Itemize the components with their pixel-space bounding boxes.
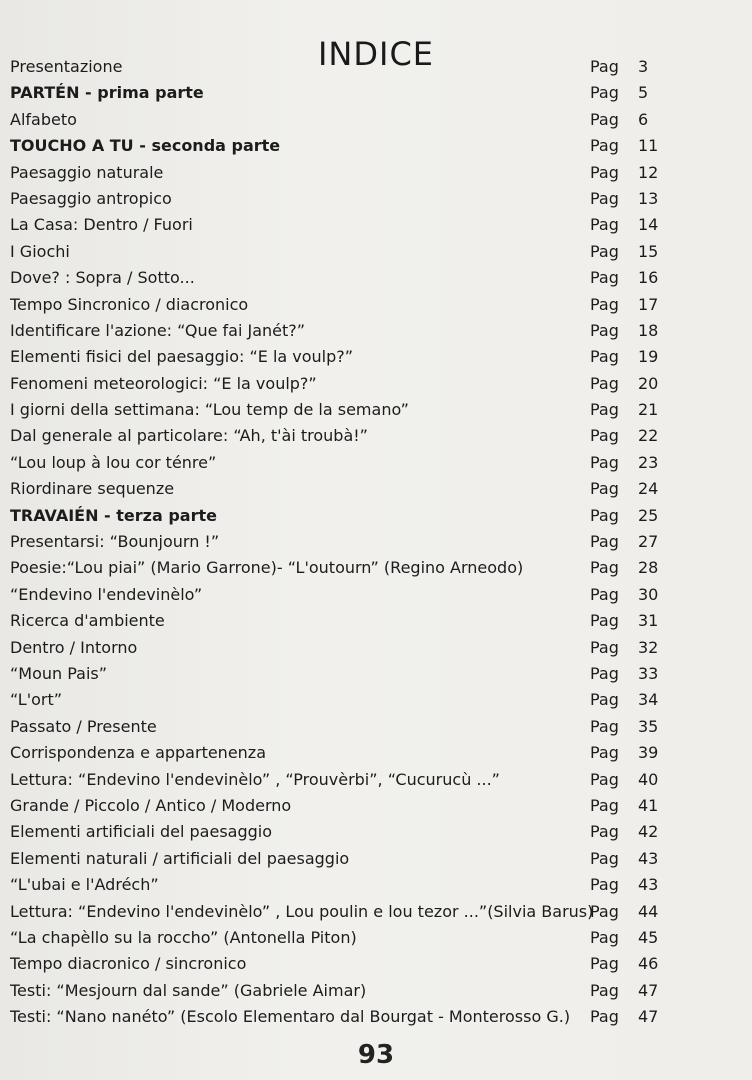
toc-entry-page-number: 12 (638, 162, 659, 182)
toc-entry-page-number: 14 (638, 215, 659, 235)
toc-entry-page-number: 18 (638, 320, 659, 340)
toc-entry-page-number: 17 (638, 294, 659, 314)
toc-entry-title: Ricerca d'ambiente (10, 611, 165, 631)
toc-entry-title: Tempo Sincronico / diacronico (10, 294, 249, 314)
toc-entry-page-number: 23 (638, 452, 659, 472)
toc-entry-page-number: 13 (638, 188, 659, 208)
toc-entry (10, 371, 710, 397)
toc-entry-page-number: 24 (638, 479, 659, 499)
toc-entry-page-number: 19 (638, 347, 659, 367)
toc-entry-page-number: 11 (638, 136, 659, 156)
toc-entry (10, 582, 710, 608)
toc-entry-title: Corrispondenza e appartenenza (10, 743, 267, 763)
toc-entry-page-number: 45 (638, 927, 659, 947)
toc-entry-title: I giorni della settimana: “Lou temp de la semano” (10, 400, 409, 420)
toc-entry-title: Testi: “Mesjourn dal sande” (Gabriele Aimar) (10, 980, 367, 1000)
toc-entry (10, 476, 710, 502)
toc-entry-title: Identificare l'azione: “Que fai Janét?” (10, 320, 306, 340)
toc-entry (10, 925, 710, 951)
toc-entry (10, 899, 710, 925)
toc-entry-pag-label: Pag (590, 743, 619, 763)
page-title: INDICE (317, 35, 434, 74)
toc-entry-page-number: 22 (638, 426, 659, 446)
toc-entry-title: PARTÉN - prima parte (10, 83, 204, 103)
toc-entry (10, 107, 710, 133)
toc-entry-page-number: 6 (638, 109, 649, 129)
toc-entry-title: Paesaggio naturale (10, 162, 164, 182)
toc-entry-title: Alfabeto (10, 109, 77, 129)
toc-entry-page-number: 40 (638, 769, 659, 789)
toc-entry-page-number: 31 (638, 611, 659, 631)
toc-entry (10, 608, 710, 634)
page-number: 93 (357, 1040, 395, 1070)
toc-entry (10, 239, 710, 265)
toc-entry-pag-label: Pag (590, 241, 619, 261)
toc-entry (10, 292, 710, 318)
toc-entry-page-number: 33 (638, 663, 659, 683)
toc-entry-title: Elementi fisici del paesaggio: “E la voulp?” (10, 347, 354, 367)
toc-entry-page-number: 41 (638, 795, 659, 815)
toc-entry-title: La Casa: Dentro / Fuori (10, 215, 193, 235)
toc-entry-pag-label: Pag (590, 901, 619, 921)
toc-entry (10, 846, 710, 872)
toc-entry (10, 503, 710, 529)
toc-entry-pag-label: Pag (590, 479, 619, 499)
toc-entry-page-number: 46 (638, 954, 659, 974)
toc-entry-title: Lettura: “Endevino l'endevinèlo” , “Prouvèrbi”, “Cucurucù ...” (10, 769, 500, 789)
toc-entry-pag-label: Pag (590, 611, 619, 631)
toc-entry (10, 687, 710, 713)
toc-entry-title: Presentazione (10, 57, 123, 76)
toc-entry-pag-label: Pag (590, 136, 619, 156)
toc-entry (10, 714, 710, 740)
toc-entry-page-number: 16 (638, 268, 659, 288)
toc-entry-title: Elementi naturali / artificiali del paesaggio (10, 848, 350, 868)
toc-entry (10, 555, 710, 581)
toc-entry-title: Riordinare sequenze (10, 479, 175, 499)
toc-entry-title: “Lou loup à lou cor ténre” (10, 452, 217, 472)
toc-entry-title: Fenomeni meteorologici: “E la voulp?” (10, 373, 317, 393)
toc-entry-pag-label: Pag (590, 505, 619, 525)
toc-entry (10, 872, 710, 898)
toc-entry-pag-label: Pag (590, 769, 619, 789)
toc-entry (10, 635, 710, 661)
toc-entry-page-number: 25 (638, 505, 659, 525)
toc-entry-page-number: 3 (638, 57, 649, 76)
toc-entry-page-number: 34 (638, 690, 659, 710)
toc-entry-title: “La chapèllo su la roccho” (Antonella Piton) (10, 927, 357, 947)
toc-entry (10, 740, 710, 766)
toc-entry (10, 951, 710, 977)
toc-entry-page-number: 30 (638, 584, 659, 604)
toc-entry (10, 212, 710, 238)
toc-entry-page-number: 27 (638, 532, 659, 552)
toc-entry-pag-label: Pag (590, 980, 619, 1000)
toc-entry-title: Elementi artificiali del paesaggio (10, 822, 272, 842)
toc-entry-title: “L'ubai e l'Adréch” (10, 875, 159, 895)
toc-entry-title: “Moun Pais” (10, 663, 108, 683)
table-of-contents (10, 54, 710, 1030)
toc-entry-title: Passato / Presente (10, 716, 157, 736)
toc-entry-title: Grande / Piccolo / Antico / Moderno (10, 795, 292, 815)
toc-entry-pag-label: Pag (590, 268, 619, 288)
toc-entry-pag-label: Pag (590, 294, 619, 314)
toc-entry-page-number: 21 (638, 400, 659, 420)
toc-entry (10, 133, 710, 159)
toc-entry (10, 344, 710, 370)
toc-entry-page-number: 44 (638, 901, 659, 921)
toc-entry (10, 160, 710, 186)
toc-entry-page-number: 20 (638, 373, 659, 393)
toc-entry-pag-label: Pag (590, 584, 619, 604)
toc-entry-page-number: 35 (638, 716, 659, 736)
toc-entry-pag-label: Pag (590, 162, 619, 182)
toc-entry-pag-label: Pag (590, 558, 619, 578)
toc-entry-pag-label: Pag (590, 400, 619, 420)
toc-entry (10, 186, 710, 212)
toc-entry-pag-label: Pag (590, 452, 619, 472)
toc-entry-pag-label: Pag (590, 1007, 619, 1027)
toc-entry-pag-label: Pag (590, 373, 619, 393)
toc-entry-title: I Giochi (10, 241, 70, 261)
toc-entry (10, 767, 710, 793)
toc-entry-page-number: 28 (638, 558, 659, 578)
toc-entry-pag-label: Pag (590, 320, 619, 340)
toc-entry-page-number: 43 (638, 875, 659, 895)
toc-entry-pag-label: Pag (590, 188, 619, 208)
toc-entry (10, 423, 710, 449)
toc-entry (10, 529, 710, 555)
toc-entry-pag-label: Pag (590, 637, 619, 657)
toc-entry (10, 819, 710, 845)
toc-entry (10, 450, 710, 476)
toc-entry-pag-label: Pag (590, 795, 619, 815)
toc-entry-title: “Endevino l'endevinèlo” (10, 584, 203, 604)
toc-entry-pag-label: Pag (590, 954, 619, 974)
toc-entry-page-number: 47 (638, 980, 659, 1000)
toc-entry (10, 661, 710, 687)
toc-entry (10, 54, 710, 80)
toc-entry-title: Tempo diacronico / sincronico (10, 954, 247, 974)
toc-entry-page-number: 39 (638, 743, 659, 763)
toc-entry (10, 1004, 710, 1030)
toc-entry (10, 978, 710, 1004)
toc-entry-title: Presentarsi: “Bounjourn !” (10, 532, 220, 552)
toc-entry-title: Dentro / Intorno (10, 637, 138, 657)
toc-entry-pag-label: Pag (590, 875, 619, 895)
toc-entry-pag-label: Pag (590, 347, 619, 367)
toc-entry (10, 318, 710, 344)
toc-entry (10, 80, 710, 106)
toc-entry-page-number: 47 (638, 1007, 659, 1027)
toc-entry-pag-label: Pag (590, 83, 619, 103)
toc-entry (10, 265, 710, 291)
toc-entry (10, 397, 710, 423)
toc-entry-pag-label: Pag (590, 663, 619, 683)
toc-entry-title: Dal generale al particolare: “Ah, t'ài troubà!” (10, 426, 368, 446)
toc-entry-title: Lettura: “Endevino l'endevinèlo” , Lou poulin e lou tezor ...”(Silvia Barus) (10, 901, 594, 921)
toc-entry-pag-label: Pag (590, 927, 619, 947)
toc-entry-pag-label: Pag (590, 57, 619, 76)
toc-entry-page-number: 42 (638, 822, 659, 842)
toc-entry-title: Dove? : Sopra / Sotto... (10, 268, 195, 288)
toc-entry-pag-label: Pag (590, 426, 619, 446)
toc-entry-pag-label: Pag (590, 716, 619, 736)
toc-entry-pag-label: Pag (590, 215, 619, 235)
toc-entry-title: TOUCHO A TU - seconda parte (10, 136, 281, 156)
toc-entry-page-number: 5 (638, 83, 649, 103)
toc-entry-title: “L'ort” (10, 690, 63, 710)
toc-entry-title: Testi: “Nano nanéto” (Escolo Elementaro dal Bourgat - Monterosso G.) (10, 1007, 571, 1027)
toc-entry-title: Paesaggio antropico (10, 188, 172, 208)
toc-entry-pag-label: Pag (590, 848, 619, 868)
toc-entry-pag-label: Pag (590, 532, 619, 552)
toc-entry-pag-label: Pag (590, 822, 619, 842)
toc-entry (10, 793, 710, 819)
toc-entry-title: Poesie:“Lou piai” (Mario Garrone)- “L'outourn” (Regino Arneodo) (10, 558, 524, 578)
toc-entry-page-number: 32 (638, 637, 659, 657)
toc-entry-page-number: 15 (638, 241, 659, 261)
toc-entry-page-number: 43 (638, 848, 659, 868)
toc-entry-pag-label: Pag (590, 690, 619, 710)
toc-entry-title: TRAVAIÉN - terza parte (10, 505, 217, 525)
toc-entry-pag-label: Pag (590, 109, 619, 129)
